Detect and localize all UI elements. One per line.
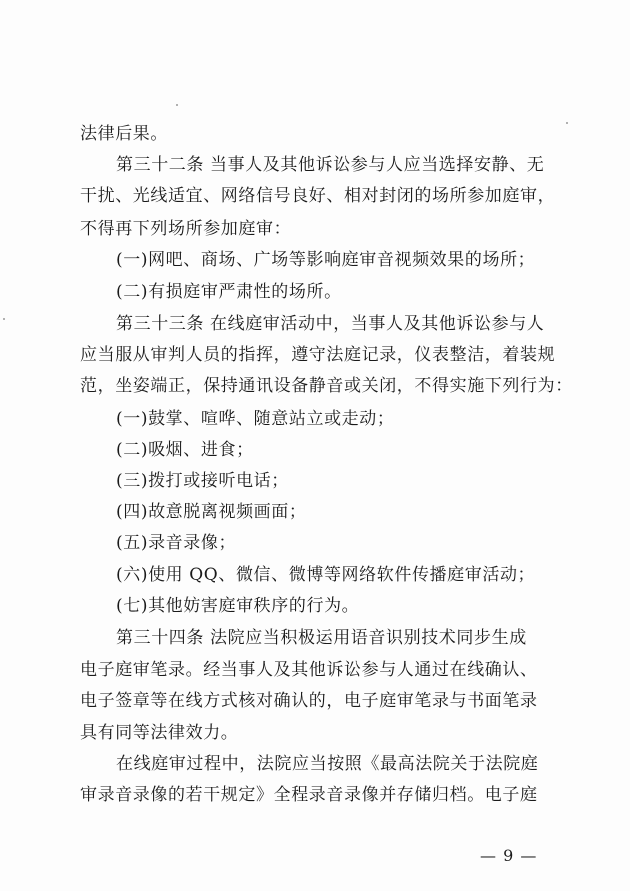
list-item: (七)其他妨害庭审秩序的行为。 — [116, 596, 360, 616]
text-line: 审录音录像的若干规定》全程录音录像并存储归档。电子庭 — [80, 785, 538, 805]
text-line: 电子签章等在线方式核对确认的，电子庭审笔录与书面笔录 — [80, 691, 538, 711]
article-33-heading-line: 第三十三条 在线庭审活动中，当事人及其他诉讼参与人 — [116, 314, 545, 334]
list-item: (一)网吧、商场、广场等影响庭审音视频效果的场所； — [116, 250, 536, 270]
list-item: (六)使用 QQ、微信、微博等网络软件传播庭审活动； — [116, 565, 536, 585]
text-line: 应当服从审判人员的指挥，遵守法庭记录，仪表整洁，着装规 — [80, 345, 556, 365]
text-line: 范，坐姿端正，保持通讯设备静音或关闭，不得实施下列行为： — [80, 376, 573, 396]
article-34-heading-line: 第三十四条 法院应当积极运用语音识别技术同步生成 — [116, 628, 527, 648]
text-line: 法律后果。 — [80, 124, 168, 144]
text-line: 具有同等法律效力。 — [80, 723, 239, 743]
text-line: 不得再下列场所参加庭审： — [80, 219, 292, 239]
article-32-heading-line: 第三十二条 当事人及其他诉讼参与人应当选择安静、无 — [116, 155, 545, 175]
list-item: (五)录音录像； — [116, 533, 237, 553]
text-line: 干扰、光线适宜、网络信号良好、相对封闭的场所参加庭审， — [80, 186, 556, 206]
list-item: (四)故意脱离视频画面； — [116, 502, 307, 522]
list-item: (三)拨打或接听电话； — [116, 471, 289, 491]
list-item: (一)鼓掌、喧哗、随意站立或走动； — [116, 409, 395, 429]
scan-speck — [3, 318, 5, 320]
scan-speck — [176, 104, 178, 106]
scan-speck — [566, 122, 568, 124]
text-line: 在线庭审过程中，法院应当按照《最高法院关于法院庭 — [116, 754, 539, 774]
text-line: 电子庭审笔录。经当事人及其他诉讼参与人通过在线确认、 — [80, 660, 538, 680]
list-item: (二)吸烟、进食； — [116, 440, 254, 460]
list-item: (二)有损庭审严肃性的场所。 — [116, 282, 342, 302]
page-number: — 9 — — [480, 846, 538, 865]
